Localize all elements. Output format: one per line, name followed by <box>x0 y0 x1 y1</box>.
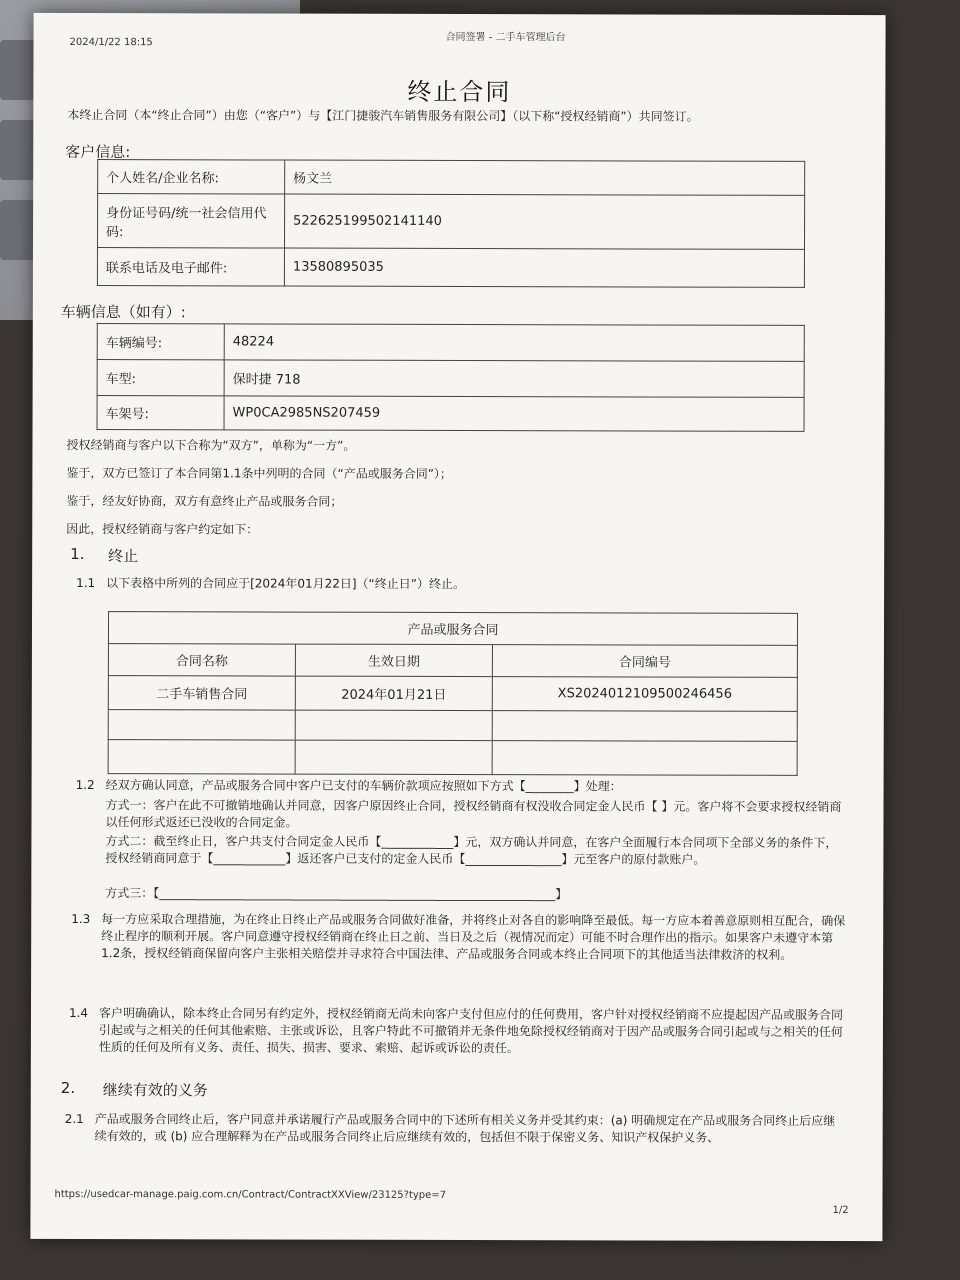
document-title: 终止合同 <box>407 77 512 107</box>
clause-1-2-option-3: 方式三：【__________________________________________________________________】 <box>105 886 568 902</box>
customer-name-value: 杨文兰 <box>285 160 805 195</box>
vehicle-info-table <box>97 323 805 432</box>
table-cell <box>295 740 492 775</box>
clause-2-1-text: 产品或服务合同终止后，客户同意并承诺履行产品或服务合同中的下述所有相关义务并受其约束：(a) 明确规定在产品或服务合同终止后应继续有效的，或 (b) 应合理解释为在产品或服务合同终止后应继续有效的，包括但不限于保密义务、知识产权保护义务、 <box>94 1112 836 1145</box>
clause-2-1-number: 2.1 <box>64 1111 84 1127</box>
vehicle-model-label: 车型: <box>97 360 224 396</box>
contract-list-table <box>108 611 798 776</box>
customer-info-table <box>97 159 805 288</box>
clause-1-2-number: 1.2 <box>75 777 95 793</box>
clause-1-2-option-1: 方式一：客户在此不可撤销地确认并同意，因客户原因终止合同，授权经销商有权没收合同定金人民币【 】元。客户将不会要求授权经销商以任何形式返还已没收的合同定金。 <box>105 798 842 830</box>
print-datetime: 2024/1/22 18:15 <box>69 36 153 49</box>
print-page-title: 合同签署 - 二手车管理后台 <box>445 31 566 44</box>
vehicle-heading: 车辆信息（如有）: <box>60 302 186 322</box>
customer-name-label: 个人姓名/企业名称: <box>98 160 285 194</box>
vehicle-vin-label: 车架号: <box>97 396 224 430</box>
clause-1-2-text: 经双方确认同意，产品或服务合同中客户已支付的车辆价款项应按照如下方式【________】处理： <box>105 778 622 794</box>
table-row <box>97 324 804 362</box>
table-row <box>108 612 797 646</box>
vehicle-id-label: 车辆编号: <box>97 324 224 360</box>
section-1-number: 1. <box>70 544 85 564</box>
vehicle-vin-value: WP0CA2985NS207459 <box>224 396 804 432</box>
customer-contact-label: 联系电话及电子邮件: <box>97 248 284 286</box>
table-row <box>108 710 797 742</box>
table-header-row <box>108 644 797 678</box>
contract-page <box>30 13 885 1241</box>
table-row <box>97 396 804 432</box>
clause-1-1-text: 以下表格中所列的合同应于[2024年01月22日]（“终止日”）终止。 <box>106 576 466 592</box>
section-2-number: 2. <box>60 1078 76 1097</box>
section-2-title: 继续有效的义务 <box>102 1081 208 1100</box>
footer-url: https://usedcar-manage.paig.com.cn/Contract/ContractXXView/23125?type=7 <box>54 1188 447 1201</box>
recital-agreement: 因此，授权经销商与客户约定如下： <box>66 521 259 537</box>
table-row <box>108 740 797 776</box>
footer-page-number: 1/2 <box>832 1204 849 1217</box>
column-header: 合同名称 <box>108 644 295 676</box>
customer-id-value: 522625199502141140 <box>284 194 804 249</box>
section-1-title: 终止 <box>108 547 139 566</box>
clause-1-4-number: 1.4 <box>68 1005 89 1021</box>
clause-1-2-option-2: 方式二：截至终止日，客户共支付合同定金人民币【____________】元，双方确认并同意，在客户全面履行本合同项下全部义务的条件下，授权经销商同意于【____________】返还客户已支付的定金人民币【________________】元至客户的原付款账户。 <box>105 834 838 867</box>
clause-1-4-text: 客户明确确认，除本终止合同另有约定外，授权经销商无尚未向客户支付但应付的任何费用，客户针对授权经销商不应提起因产品或服务合同引起或与之相关的任何其他索赔、主张或诉讼，且客户特此不可撤销并无条件地免除授权经销商对于因产品或服务合同引起或与之相关的任何性质的任何及所有义务、责任、损失、损害、要求、索赔、起诉或诉讼的责任。 <box>98 1006 844 1056</box>
customer-id-label: 身份证号码/统一社会信用代码: <box>97 194 284 248</box>
table-row <box>98 160 805 196</box>
table-cell: 二手车销售合同 <box>108 676 295 710</box>
vehicle-model-value: 保时捷 718 <box>224 360 804 398</box>
table-row <box>108 676 797 712</box>
table-cell <box>108 740 295 774</box>
clause-1-3-number: 1.3 <box>71 911 91 927</box>
column-header: 生效日期 <box>295 644 492 677</box>
table-cell <box>108 710 295 740</box>
recital-existing-contract: 鉴于，双方已签订了本合同第1.1条中列明的合同（“产品或服务合同”）； <box>66 465 452 481</box>
recital-parties: 授权经销商与客户以下合称为“双方”，单称为“一方”。 <box>66 437 356 453</box>
table-caption: 产品或服务合同 <box>108 612 797 646</box>
customer-contact-value: 13580895035 <box>284 248 804 287</box>
vehicle-id-value: 48224 <box>224 324 804 362</box>
clause-1-3-text: 每一方应采取合理措施，为在终止日终止产品或服务合同做好准备，并将终止对各自的影响降至最低。每一方应本着善意原则相互配合，确保终止程序的顺利开展。客户同意遵守授权经销商在终止日之前、当日及之后（视情况而定）可能不时合理作出的指示。如果客户未遵守本第1.2条，授权经销商保留向客户主张相关赔偿并寻求符合中国法律、产品或服务合同或本终止合同项下的其他适当法律救济的权利。 <box>101 912 846 962</box>
customer-heading: 客户信息: <box>65 142 131 162</box>
table-row <box>97 360 804 398</box>
table-row <box>97 194 804 250</box>
table-cell: XS2024012109500246456 <box>492 677 797 712</box>
column-header: 合同编号 <box>492 645 797 678</box>
table-row <box>97 248 804 288</box>
recital-intent: 鉴于，经友好协商，双方有意终止产品或服务合同； <box>66 493 343 509</box>
table-cell <box>295 710 492 741</box>
intro-paragraph: 本终止合同（本“终止合同”）由您（“客户”）与【江门捷骏汽车销售服务有限公司】（以下称“授权经销商”）共同签订。 <box>67 107 699 124</box>
table-cell <box>492 711 797 742</box>
table-cell <box>492 741 797 776</box>
table-cell: 2024年01月21日 <box>295 676 492 711</box>
clause-1-1-number: 1.1 <box>76 576 96 591</box>
